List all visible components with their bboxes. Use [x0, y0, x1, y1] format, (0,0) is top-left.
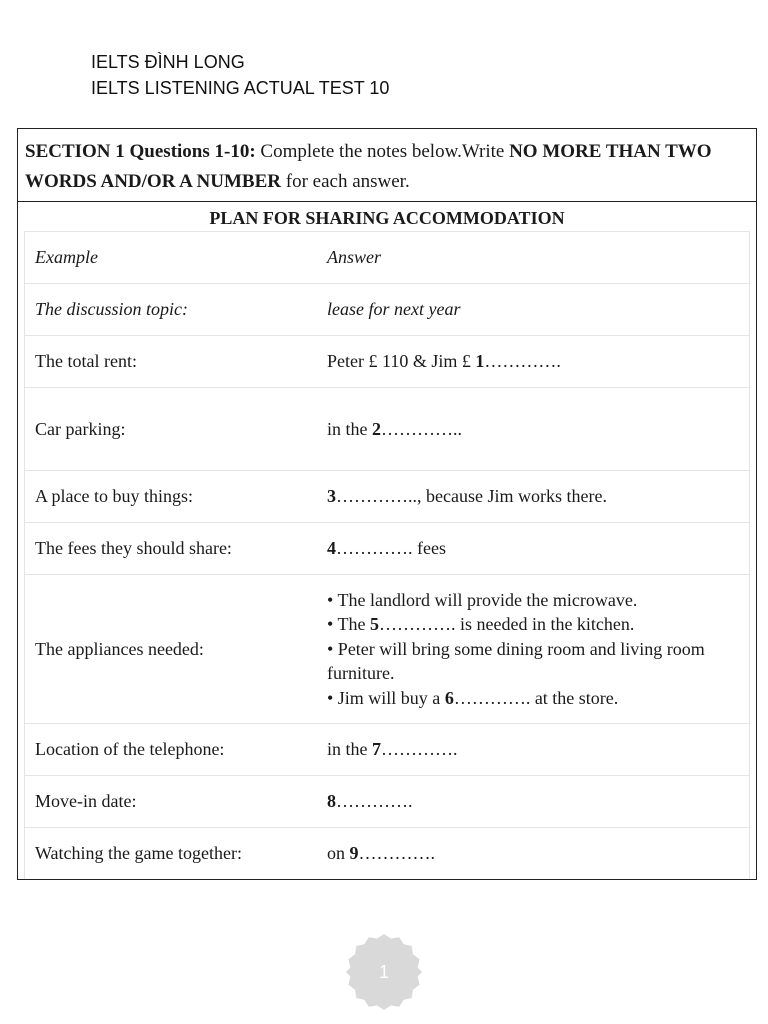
value-text: in the [327, 418, 372, 439]
value-text: • The [327, 614, 370, 635]
document-header [91, 49, 389, 101]
page-number: 1 [378, 962, 389, 982]
value-text: Peter £ 110 & Jim £ [327, 351, 476, 371]
bullet-item [327, 686, 739, 711]
question-number: 5 [369, 614, 379, 635]
table-row-topic [25, 283, 749, 335]
page-number-badge [346, 934, 422, 1010]
answer-blank: ………….. [381, 418, 462, 439]
question-number: 1 [475, 351, 485, 371]
row-label: Example [35, 247, 98, 267]
value-text: on [327, 843, 350, 863]
value-text: • Jim will buy a [327, 687, 445, 708]
row-label: A place to buy things: [35, 486, 193, 506]
word-limit: NO MORE THAN TWO WORDS AND/OR A NUMBER [25, 141, 712, 192]
row-label: The total rent: [35, 351, 137, 371]
row-value [327, 538, 749, 559]
answer-blank: …………. [381, 739, 458, 759]
row-label: The appliances needed: [35, 638, 204, 659]
answer-blank: …………. [336, 538, 413, 558]
table-row-movein [25, 775, 749, 827]
table-row-rent [25, 335, 749, 387]
instructions-text: Complete the notes below.Write [255, 141, 510, 162]
row-value [327, 419, 749, 440]
question-number: 6 [444, 687, 454, 708]
bullet-item [327, 612, 739, 637]
plan-title: PLAN FOR SHARING ACCOMMODATION [209, 208, 565, 228]
row-value [327, 791, 749, 812]
answer-blank: …………. [453, 687, 531, 708]
question-number: 8 [327, 791, 336, 811]
section-instructions [18, 129, 756, 202]
question-sheet [17, 128, 757, 880]
value-text: in the [327, 739, 372, 759]
table-row-fees [25, 522, 749, 574]
answer-blank: …………. [378, 614, 456, 635]
answer-blank: ………….. [336, 486, 417, 506]
row-value [327, 843, 749, 864]
row-value [327, 486, 749, 507]
row-label: Location of the telephone: [35, 739, 225, 759]
table-row-parking [25, 387, 749, 470]
row-label: Move-in date: [35, 791, 137, 811]
row-label: The fees they should share: [35, 538, 232, 558]
answer-blank: …………. [358, 843, 435, 863]
question-number: 9 [349, 843, 359, 863]
table-row-telephone [25, 723, 749, 775]
question-number: 2 [372, 418, 381, 439]
answer-blank: …………. [336, 791, 413, 811]
row-label: The discussion topic: [35, 299, 188, 319]
row-value [327, 351, 749, 372]
table-row-game [25, 827, 749, 879]
question-number: 7 [372, 739, 381, 759]
bullet-item: • Peter will bring some dining room and living room furniture. [327, 638, 705, 684]
value-text: , because Jim works there. [417, 486, 607, 506]
notes-table [24, 231, 750, 879]
value-text: is needed in the kitchen. [455, 614, 635, 635]
value-text: at the store. [530, 687, 619, 708]
row-label: Car parking: [35, 418, 126, 439]
instructions-text-end: for each answer. [281, 171, 410, 192]
value-text: fees [412, 538, 446, 558]
section-label: SECTION 1 Questions 1-10: [25, 141, 256, 162]
table-row-buy [25, 470, 749, 522]
row-value: lease for next year [327, 299, 461, 319]
bullet-item: • The landlord will provide the microwave. [327, 589, 638, 610]
row-value [327, 588, 749, 711]
row-value [327, 739, 749, 760]
row-value: Answer [327, 247, 381, 267]
table-row-example [25, 231, 749, 283]
header-line-school: IELTS ĐÌNH LONG [91, 52, 245, 72]
row-label: Watching the game together: [35, 843, 242, 863]
question-number: 3 [327, 486, 336, 506]
table-row-appliances [25, 574, 749, 723]
question-number: 4 [327, 538, 336, 558]
header-line-test: IELTS LISTENING ACTUAL TEST 10 [91, 78, 390, 98]
answer-blank: …………. [484, 351, 561, 371]
